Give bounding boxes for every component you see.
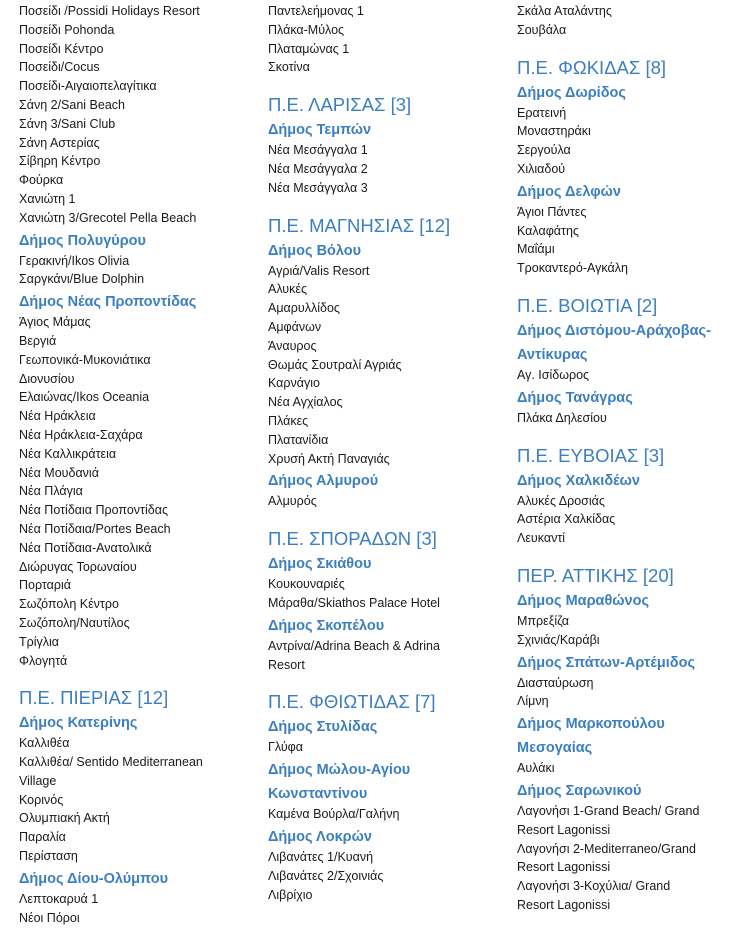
beach-list-item: Νέα Μεσάγγαλα 1 [268, 143, 368, 158]
regional-unit-heading: Π.Ε. ΠΙΕΡΙΑΣ [12] [19, 687, 169, 709]
beach-list-item: Μοναστηράκι [517, 124, 591, 139]
municipality-heading: Δήμος Δίου-Ολύμπου [19, 870, 169, 887]
beach-list-item: Ποσείδι/Cocus [19, 60, 100, 75]
municipality-heading: Δήμος Πολυγύρου [19, 232, 146, 249]
beach-list-item: Πορταριά [19, 578, 72, 593]
municipality-heading: Δήμος Νέας Προποντίδας [19, 294, 197, 311]
municipality-heading: Δήμος Δελφών [517, 183, 621, 200]
beach-list-item: Φούρκα [19, 173, 64, 188]
beach-list-item: Άναυρος [268, 338, 317, 353]
municipality-heading: Δήμος Αλμυρού [268, 473, 379, 490]
beach-list-item: Καλλιθέα [19, 736, 70, 751]
beach-list-item: Σάνη 3/Sani Club [19, 116, 116, 131]
beach-list-item: Σίβηρη Κέντρο [19, 154, 101, 169]
beach-list-item: Ποσείδι /Possidi Holidays Resort [19, 4, 200, 18]
beach-list-item: Νέοι Πόροι [19, 910, 80, 925]
beach-list-item: Παντελεήμονας 1 [268, 4, 364, 18]
beach-list-item: Σκάλα Αταλάντης [517, 4, 612, 18]
beach-list-item: Νέα Ποτίδαια-Ανατολικά [19, 540, 152, 555]
municipality-heading: Δήμος Σκοπέλου [268, 617, 385, 634]
municipality-heading: Δήμος Χαλκιδέων [517, 472, 640, 489]
municipality-heading: Δήμος Λοκρών [268, 828, 372, 845]
beach-list-item: Βεργιά [19, 333, 57, 348]
beach-list-item: Άγιοι Πάντες [517, 204, 587, 219]
beach-list-item: Νέα Μεσάγγαλα 3 [268, 180, 368, 195]
beach-list-item: Σωζόπολη/Ναυτίλος [19, 615, 130, 630]
beach-list-item: Αλμυρός [268, 494, 317, 509]
beach-list-item: Νέα Πλάγια [19, 484, 83, 499]
beach-list-item: Σεργούλα [517, 143, 571, 158]
beach-list-item: Ποσείδι Κέντρο [19, 41, 104, 56]
beach-list-item: Διονυσίου [19, 371, 75, 386]
beach-list-item: Πλάκα-Μύλος [268, 22, 345, 37]
beach-list-item: Αυλάκι [517, 761, 555, 776]
beach-list-item: Αγ. Ισίδωρος [517, 367, 590, 382]
beach-list-item: Νέα Ηράκλεια [19, 409, 96, 424]
municipality-heading: Δήμος Σκιάθου [268, 556, 372, 573]
beach-list-item: Λιβρίχιο [268, 887, 313, 902]
beach-list-item: Τροκαντερό-Αγκάλη [517, 261, 628, 276]
beach-list-item: Αστέρια Χαλκίδας [517, 512, 616, 527]
beach-list-item: Resort Lagonissi [517, 897, 611, 912]
municipality-heading: Δήμος Βόλου [268, 242, 362, 259]
municipality-heading: Δήμος Μώλου-Αγίου [268, 762, 411, 779]
municipality-heading: Δήμος Τεμπών [268, 122, 372, 139]
beach-list-item: Γλύφα [268, 740, 304, 755]
municipality-heading: Μεσογαίας [517, 740, 593, 757]
beach-list-item: Resort [268, 657, 305, 672]
beach-list-item: Πλαταμώνας 1 [268, 41, 350, 56]
beach-list-item: Νέα Ποτίδαια Προποντίδας [19, 503, 168, 518]
beach-list-item: Περίσταση [19, 849, 78, 864]
regional-unit-heading: ΠΕΡ. ΑΤΤΙΚΗΣ [20] [517, 564, 674, 586]
beach-list-item: Καμένα Βούρλα/Γαλήνη [268, 807, 400, 822]
regional-unit-heading: Π.Ε. ΣΠΟΡΑΔΩΝ [3] [268, 528, 437, 550]
beach-list-item: Χανιώτη 3/Grecotel Pella Beach [19, 210, 197, 225]
beach-list-item: Πλάκα Δηλεσίου [517, 410, 607, 425]
beach-list-item: Ολυμπιακή Ακτή [19, 811, 110, 826]
beach-list-item: Σχινιάς/Καράβι [517, 632, 600, 647]
municipality-heading: Δήμος Κατερίνης [19, 715, 138, 732]
municipality-heading: Δήμος Τανάγρας [517, 389, 633, 406]
beach-list-item: Σκοτίνα [268, 60, 310, 75]
regional-unit-heading: Π.Ε. ΛΑΡΙΣΑΣ [3] [268, 94, 412, 116]
beach-list-item: Λιβανάτες 1/Κυανή [268, 849, 374, 864]
municipality-heading: Δήμος Διστόμου-Αράχοβας- [517, 322, 711, 339]
beach-list-item: Σωζόπολη Κέντρο [19, 597, 119, 612]
beach-list-item: Αλυκές Δροσιάς [517, 493, 605, 508]
beach-list-item: Σουβάλα [517, 22, 567, 37]
regional-unit-heading: Π.Ε. ΕΥΒΟΙΑΣ [3] [517, 444, 665, 466]
beach-list-item: Νέα Αγχίαλος [268, 395, 343, 410]
municipality-heading: Δήμος Σπάτων-Αρτέμιδος [517, 654, 695, 671]
beach-list-item: Άγιος Μάμας [19, 315, 91, 330]
beach-list-item: Σάνη 2/Sani Beach [19, 97, 125, 112]
beach-list-item: Διασταύρωση [517, 675, 594, 690]
beach-list-item: Χιλιαδού [517, 161, 566, 176]
beach-list-item: Πλάκες [268, 413, 309, 428]
beach-list-item: Ελαιώνας/Ikos Oceania [19, 390, 150, 405]
beach-list-item: Λιβανάτες 2/Σχοινιάς [268, 868, 384, 883]
beach-list-item: Πλατανίδια [268, 432, 329, 447]
beach-list-item: Μαΐάμι [517, 242, 555, 257]
beach-list-item: Village [19, 773, 57, 788]
beach-list-item: Παραλία [19, 830, 66, 845]
beach-list-item: Τρίγλια [19, 634, 60, 649]
beach-list-item: Αλυκές [268, 282, 307, 297]
municipality-heading: Δήμος Δωρίδος [517, 84, 626, 101]
municipality-heading: Δήμος Σαρωνικού [517, 782, 642, 799]
column-left [19, 2, 249, 927]
beach-list-item: Σάνη Αστερίας [19, 135, 100, 150]
municipality-heading: Αντίκυρας [517, 346, 588, 363]
column-right [517, 2, 732, 915]
beach-list-item: Λεπτοκαρυά 1 [19, 891, 99, 906]
beach-list-item: Μπρεξίζα [517, 613, 569, 628]
beach-list-item: Καλλιθέα/ Sentido Mediterranean [19, 755, 203, 770]
regional-unit-heading: Π.Ε. ΒΟΙΩΤΙΑ [2] [517, 294, 658, 316]
beach-list-item: Φλογητά [19, 653, 68, 668]
beach-list-item: Καρνάγιο [268, 376, 320, 391]
beach-list-item: Κορινός [19, 792, 64, 807]
beach-list-item: Γερακινή/Ikos Olivia [19, 253, 130, 268]
beach-list-item: Θωμάς Σουτραλί Αγριάς [268, 357, 402, 372]
municipality-heading: Κωνσταντίνου [268, 786, 368, 803]
beach-list-item: Σαργκάνι/Blue Dolphin [19, 272, 145, 287]
beach-list-item: Αντρίνα/Adrina Beach & Adrina [268, 638, 440, 653]
beach-list-item: Διώρυγας Τορωναίου [19, 559, 137, 574]
beach-list-item: Μάραθα/Skiathos Palace Hotel [268, 595, 440, 610]
municipality-heading: Δήμος Μαρκοπούλου [517, 716, 665, 733]
beach-list-item: Ερατεινή [517, 105, 567, 120]
beach-list-item: Χρυσή Ακτή Παναγιάς [268, 451, 390, 466]
regional-unit-heading: Π.Ε. ΦΩΚΙΔΑΣ [8] [517, 56, 667, 78]
municipality-heading: Δήμος Στυλίδας [268, 719, 378, 736]
beach-list-item: Λευκαντί [517, 531, 566, 546]
beach-list-item: Λαγονήσι 1-Grand Beach/ Grand [517, 803, 700, 818]
beach-list-item: Λίμνη [517, 694, 549, 709]
beach-list-item: Κουκουναριές [268, 577, 345, 592]
beach-list-item: Αμαρυλλίδος [268, 301, 340, 316]
municipality-heading: Δήμος Μαραθώνος [517, 592, 650, 609]
beach-list-item: Νέα Ποτίδαια/Portes Beach [19, 521, 171, 536]
regional-unit-heading: Π.Ε. ΦΘΙΩΤΙΔΑΣ [7] [268, 691, 436, 713]
beach-list-item: Λαγονήσι 3-Κοχύλια/ Grand [517, 879, 671, 894]
beach-list-item: Νέα Μεσάγγαλα 2 [268, 161, 368, 176]
beach-list-item: Αμφάνων [268, 319, 322, 334]
beach-list-item: Αγριά/Valis Resort [268, 263, 370, 278]
beach-list-item: Resort Lagonissi [517, 860, 611, 875]
column-middle [268, 2, 498, 904]
beach-list-item: Χανιώτη 1 [19, 191, 76, 206]
beach-list-item: Νέα Ηράκλεια-Σαχάρα [19, 427, 143, 442]
regional-unit-heading: Π.Ε. ΜΑΓΝΗΣΙΑΣ [12] [268, 214, 451, 236]
beach-list-item: Καλαφάτης [517, 223, 579, 238]
beach-list-item: Λαγονήσι 2-Mediterraneo/Grand [517, 841, 696, 856]
beach-list-item: Ποσείδι-Αιγαιοπελαγίτικα [19, 79, 157, 94]
beach-list-item: Resort Lagonissi [517, 822, 611, 837]
beach-list-item: Ποσείδι Pohonda [19, 22, 115, 37]
beach-list-item: Γεωπονικά-Μυκονιάτικα [19, 352, 151, 367]
beach-list-item: Νέα Καλλικράτεια [19, 446, 117, 461]
beach-list-item: Νέα Μουδανιά [19, 465, 99, 480]
